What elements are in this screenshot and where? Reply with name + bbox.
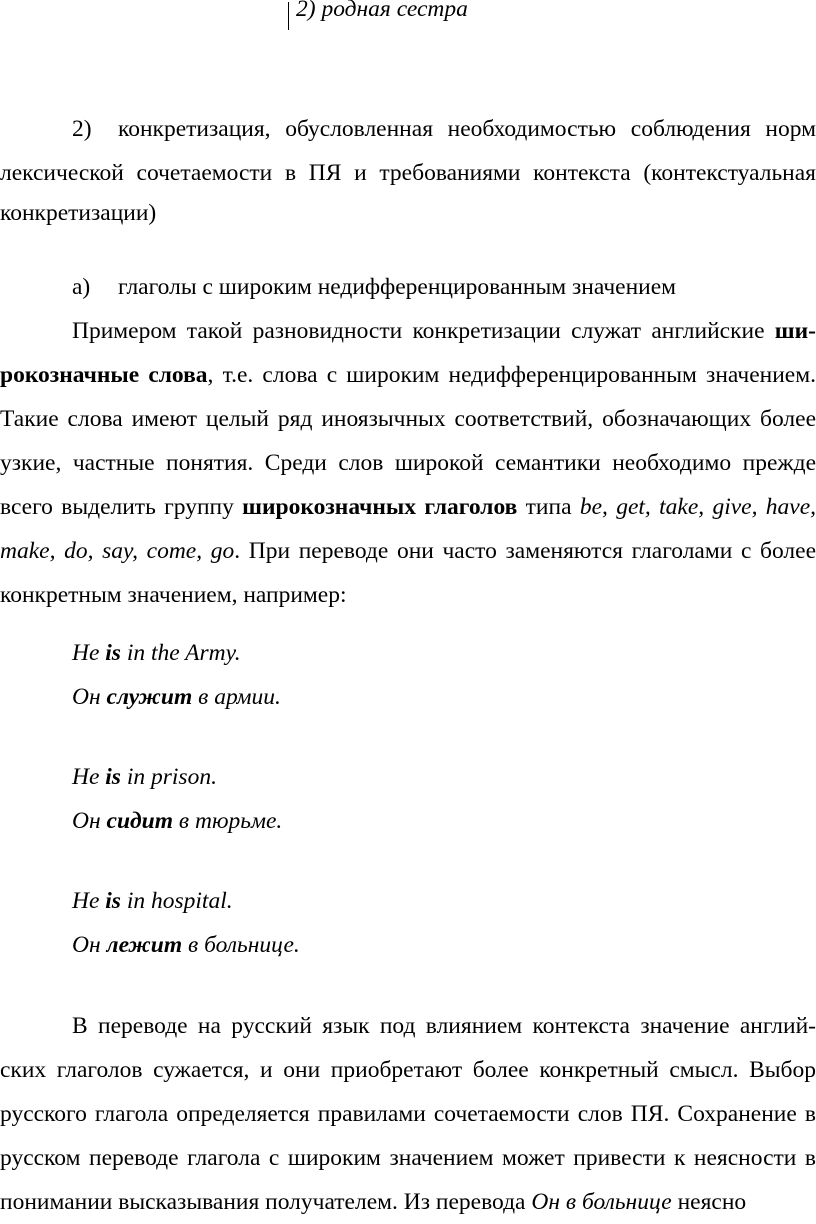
text-run: понимании высказывания получателем. Из перевода (0, 1189, 532, 1215)
paragraph-line (0, 529, 816, 573)
example-english: He is in the Army. (72, 640, 241, 666)
list-number: 2) (72, 116, 92, 142)
paragraph-line: узкие, частные понятия. Среди слов широкой семантики необходимо прежде (0, 450, 816, 476)
paragraph-line: конкретным значением, например: (0, 582, 347, 608)
paragraph-line (0, 1180, 816, 1224)
paragraph-line: русского глагола определяется правилами сочетаемости слов ПЯ. Сохранение в (0, 1101, 816, 1127)
bold-verb: служит (106, 684, 193, 710)
bold-term: рокозначные слова (0, 362, 208, 388)
paragraph-line: ских глаголов сужается, и они приобретают более конкретный смысл. Выбор (0, 1057, 816, 1083)
bold-verb: is (105, 640, 121, 666)
bold-verb: сидит (106, 808, 174, 834)
table-cell-border (288, 2, 289, 30)
bold-verb: лежит (106, 932, 183, 958)
example-english: He is in prison. (72, 764, 217, 790)
bold-verb: is (105, 888, 121, 914)
table-cell-text: 2) родная сестра (296, 0, 468, 22)
paragraph-line (0, 353, 816, 397)
example-russian: Он лежит в больнице. (72, 932, 300, 958)
italic-term: Он в больнице (531, 1189, 672, 1215)
example-russian: Он служит в армии. (72, 684, 281, 710)
list-item-line: лексической сочетаемости в ПЯ и требованиями контекста (контекстуальная (0, 160, 816, 186)
italic-term: be, get, take, give, have, (579, 494, 816, 520)
paragraph-line (0, 485, 816, 529)
paragraph-line: Такие слова имеют целый ряд иноязычных соответствий, обозначающих более (0, 406, 816, 432)
text-run: , т.е. слова с широким недифференцированным значением. (207, 362, 816, 388)
text-run: типа (517, 494, 580, 520)
list-text: глаголы с широким недифференцированным значением (118, 274, 677, 300)
list-item-line: конкретизации) (0, 200, 157, 226)
bold-term: ши- (774, 318, 816, 344)
text-run: Примером такой разновидности конкретизации служат английские (72, 318, 775, 344)
bold-term: широкозначных глаголов (242, 494, 518, 520)
example-russian: Он сидит в тюрьме. (72, 808, 283, 834)
document-page: 2) родная сестра 2) конкретизация, обусловленная необходимостью соблюдения норм лексической сочетаемости в ПЯ и требованиями контекста (контекстуальная конкретизации) а) глаголы с широким недифференцированным значением Примером такой разновидности конкретизации служат английские ши- рокозначные слова, т.е. слова с широким недифференцированным значением. Такие слова имеют целый ряд иноязычных соответствий, обозначающих более узкие, частные понятия. Среди слов широкой семантики необходимо прежде всего выделить группу широкозначных глаголов типа be, get, take, give, have, make, do, say, come, go. При переводе они часто заменяются глаголами с более конкретным значением, например: He is in the Army. Он служит в армии. He is in prison. Он сидит в тюрьме. He is in hospital. Он лежит в больнице. В переводе на русский язык под влиянием контекста значение англий- ских глаголов сужается, и они приобретают более конкретный смысл. Выбор русского глагола определяется правилами сочетаемости слов ПЯ. Сохранение в русском переводе глагола с широким значением может привести к неясности в понимании высказывания получателем. Из перевода Он в больнице неясно (0, 0, 816, 1219)
text-run: . При переводе они часто заменяются глаголами с более (234, 538, 816, 564)
text-run: неясно (671, 1189, 747, 1215)
text-run: всего выделить группу (0, 494, 243, 520)
paragraph-line: русском переводе глагола с широким значением может привести к неясности в (0, 1145, 816, 1171)
italic-term: make, do, say, come, go (0, 538, 235, 564)
list-number: а) (72, 274, 91, 300)
bold-verb: is (105, 764, 121, 790)
example-english: He is in hospital. (72, 888, 233, 914)
list-text: конкретизация, обусловленная необходимостью соблюдения норм (118, 116, 816, 142)
